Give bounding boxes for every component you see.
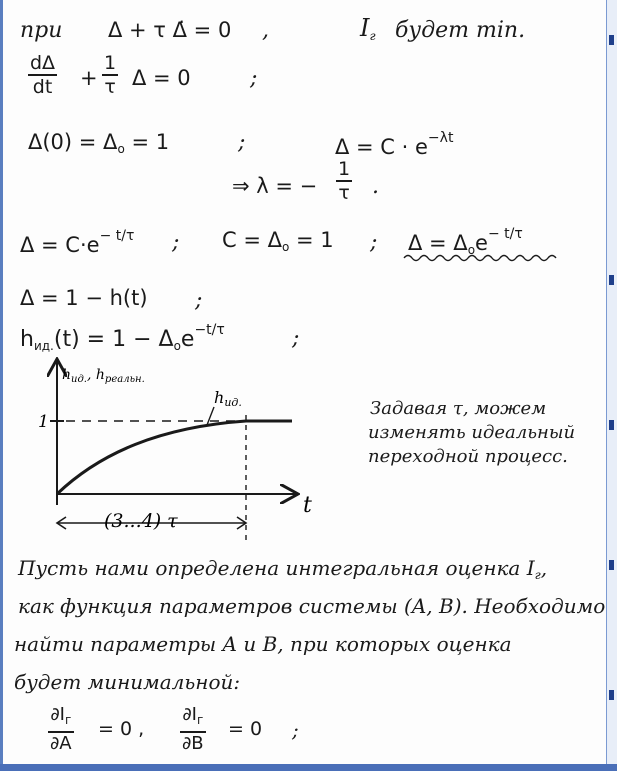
edge-marker — [609, 275, 614, 285]
initial-condition: $\Delta(0) = \Delta_о = 1$ — [28, 130, 170, 156]
plus-sign: + — [80, 66, 98, 90]
ideal-response-curve — [57, 421, 292, 494]
general-solution: $\Delta = C \cdot e^{-\lambda t}$ — [335, 130, 454, 159]
word-pri: при — [20, 18, 63, 43]
equals-zero: = 0 , — [98, 718, 145, 740]
settling-interval-label: (3...4) τ — [104, 510, 178, 532]
semicolon: ; — [172, 230, 180, 255]
one-over-tau-fraction: 1 τ — [104, 52, 117, 98]
lambda-result: ⇒ λ = − — [232, 174, 318, 198]
paragraph-line-4: будет минимальной: — [14, 670, 241, 694]
transient-response-graph — [0, 355, 340, 545]
paragraph-line-1: Пусть нами определена интегральная оценка $I_г$, — [18, 556, 548, 582]
paragraph-line-2: как функция параметров системы (A, B). Необходимо — [18, 594, 606, 618]
edge-marker — [609, 420, 614, 430]
note-line-1: Задавая τ, можем — [370, 398, 547, 419]
error-relation: Δ = 1 − h(t) — [20, 286, 148, 310]
integral-estimate-symbol: $I_г$ — [360, 14, 376, 43]
will-be-min-text: будет min. — [395, 18, 526, 43]
edge-marker — [609, 35, 614, 45]
curve-label: hид. — [214, 388, 242, 409]
period: . — [372, 174, 379, 199]
semicolon: ; — [292, 326, 300, 351]
solution-with-c: $\Delta = C\cdot e^{- t/\tau}$ — [20, 228, 135, 257]
note-line-2: изменять идеальный — [368, 422, 576, 443]
semicolon: ; — [250, 66, 258, 91]
right-scroll-edge — [606, 0, 617, 771]
note-line-3: переходной процесс. — [368, 446, 568, 467]
curve-label-leader — [207, 407, 214, 425]
x-axis-label: t — [303, 493, 312, 518]
bottom-border — [0, 764, 617, 771]
partial-derivative-a: $\partial I_г$ ∂A — [50, 704, 72, 754]
semicolon: ; — [292, 718, 299, 742]
partial-derivative-b: $\partial I_г$ ∂B — [182, 704, 204, 754]
final-solution: $\Delta = \Delta_оe^{- t/\tau}$ — [408, 226, 523, 257]
one-over-tau-fraction: 1 τ — [338, 158, 351, 204]
equation-rest: Δ = 0 — [132, 66, 191, 90]
edge-marker — [609, 690, 614, 700]
equals-zero: = 0 — [228, 718, 263, 740]
comma: , — [262, 18, 269, 43]
ideal-response-formula: $h_{ид.}(t) = 1 - \Delta_оe^{-t/\tau}$ — [20, 322, 225, 353]
semicolon: ; — [370, 230, 378, 255]
paragraph-line-3: найти параметры A и B, при которых оценка — [14, 632, 512, 656]
semicolon: ; — [238, 130, 246, 155]
derivative-fraction: dΔ dt — [30, 52, 56, 98]
y-axis-label: $h_{ид.}$, $h_{реальн.}$ — [62, 367, 145, 385]
constant-c: $C = \Delta_о = 1$ — [222, 228, 334, 254]
semicolon: ; — [195, 288, 203, 313]
condition-equation: Δ + τ Δ̇ = 0 — [108, 18, 232, 42]
y-tick-1: 1 — [38, 412, 49, 432]
wavy-underline — [402, 253, 562, 263]
edge-marker — [609, 560, 614, 570]
